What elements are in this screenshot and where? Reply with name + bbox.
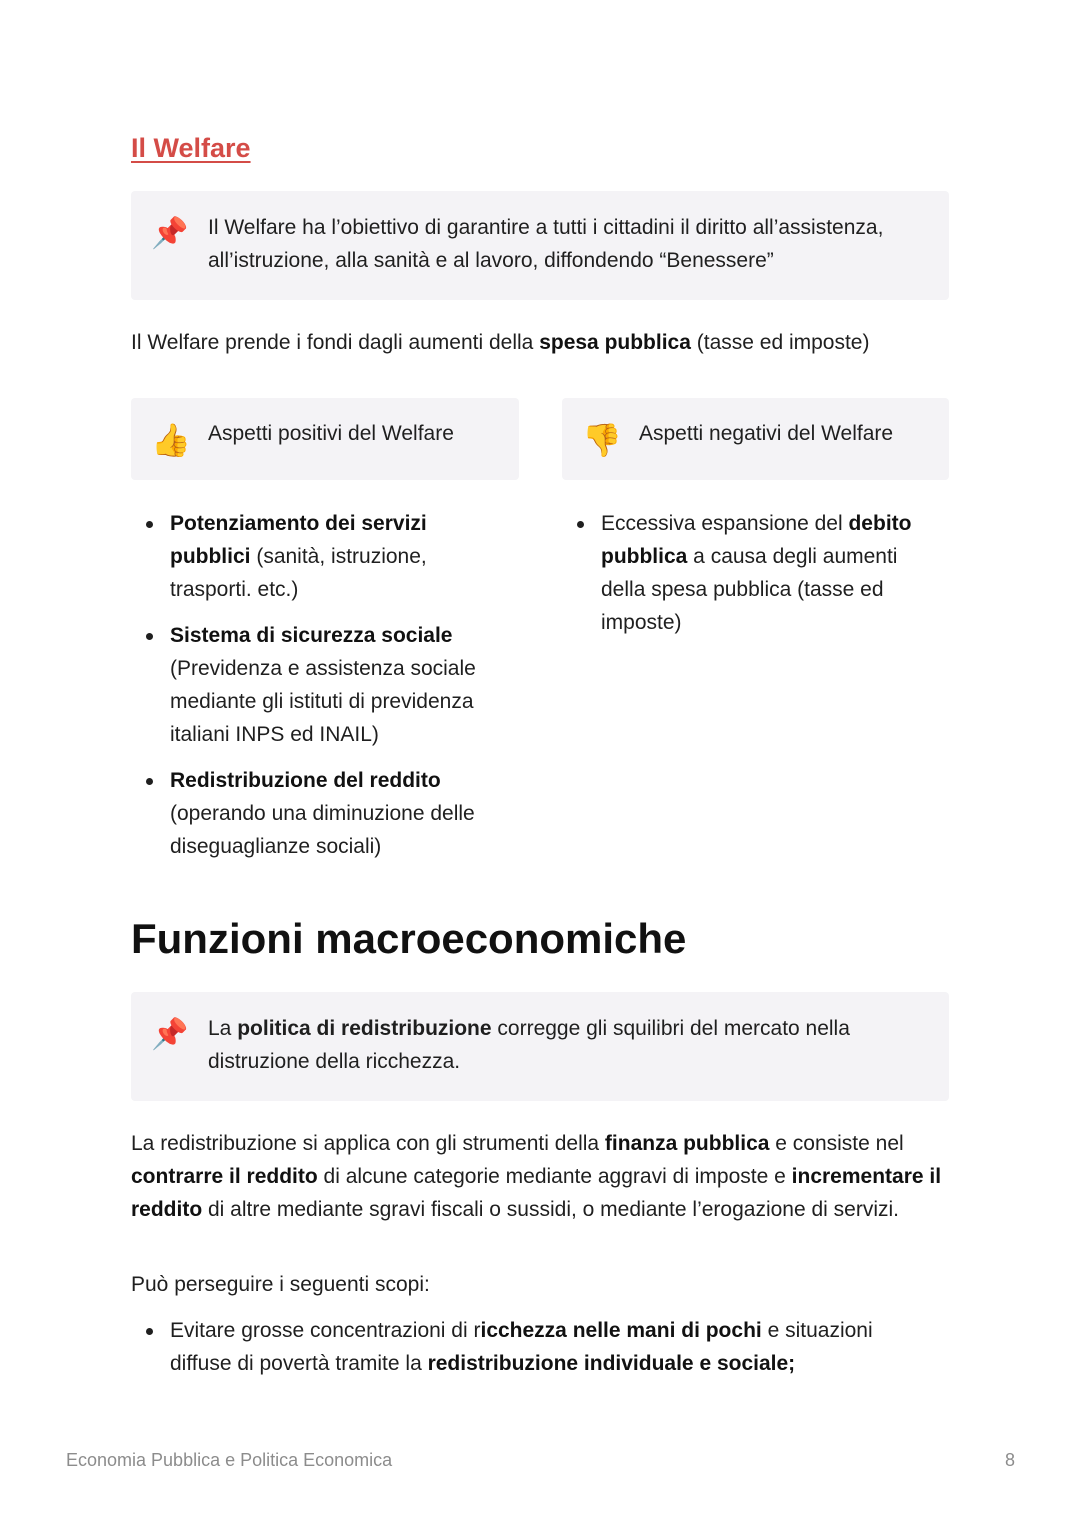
pushpin-icon: 📌 — [151, 1018, 189, 1051]
positive-aspects-label: Aspetti positivi del Welfare — [208, 422, 454, 445]
list-item: Eccessiva espansione del debito pubblica a causa degli aumenti della spesa pubblica (tasse ed imposte) — [562, 507, 932, 639]
positive-aspects-list — [131, 507, 506, 876]
callout-redistribution-text: La politica di redistribuzione corregge gli squilibri del mercato nella distruzione della ricchezza. — [208, 1017, 850, 1073]
list-item: Potenziamento dei servizi pubblici (sanità, istruzione, trasporti. etc.) — [131, 507, 506, 606]
scopes-list — [131, 1314, 931, 1393]
scopes-intro: Può perseguire i seguenti scopi: — [131, 1273, 430, 1296]
list-item: Sistema di sicurezza sociale (Previdenza e assistenza sociale mediante gli istituti di previdenza italiani INPS ed INAIL) — [131, 619, 506, 751]
heading-macroeconomic-functions: Funzioni macroeconomiche — [131, 915, 687, 962]
positive-aspects-callout — [131, 398, 519, 480]
negative-aspects-list — [562, 507, 932, 652]
negative-aspects-label: Aspetti negativi del Welfare — [639, 422, 894, 445]
callout-welfare — [131, 191, 949, 300]
thumbs-up-icon: 👍 — [151, 422, 191, 458]
callout-welfare-text: Il Welfare ha l’obiettivo di garantire a tutti i cittadini il diritto all’assistenza, all’istruzione, alla sanità e al lavoro, diffondendo “Benessere” — [208, 216, 884, 272]
list-item: Evitare grosse concentrazioni di ricchezza nelle mani di pochi e situazioni diffuse di povertà tramite la redistribuzione individuale e sociale; — [131, 1314, 931, 1380]
thumbs-down-icon: 👎 — [582, 422, 622, 458]
list-item: Redistribuzione del reddito (operando una diminuzione delle diseguaglianze sociali) — [131, 764, 506, 863]
callout-redistribution — [131, 992, 949, 1101]
section-title: Il Welfare — [131, 133, 251, 163]
funds-paragraph: Il Welfare prende i fondi dagli aumenti della spesa pubblica (tasse ed imposte) — [131, 331, 870, 354]
pushpin-icon: 📌 — [151, 217, 189, 250]
footer-page-number: 8 — [1004, 1450, 1015, 1470]
redistribution-paragraph: La redistribuzione si applica con gli strumenti della finanza pubblica e consiste nel contrarre il reddito di alcune categorie mediante aggravi di imposte e incrementare il reddito di altre mediante sgravi fiscali o sussidi, o mediante l’erogazione di servizi. — [131, 1132, 942, 1221]
footer-document-title: Economia Pubblica e Politica Economica — [66, 1450, 393, 1470]
negative-aspects-callout — [562, 398, 949, 480]
